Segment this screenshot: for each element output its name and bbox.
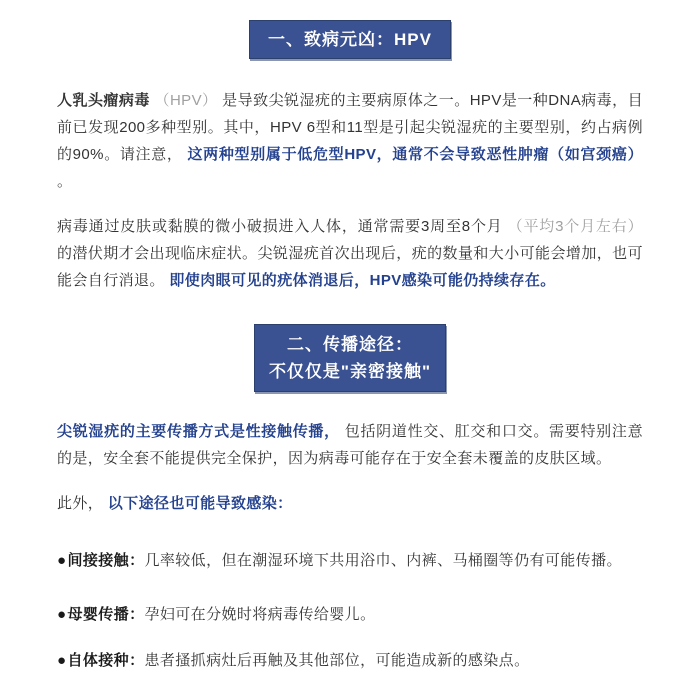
section1-heading-text: 一、致病元凶：HPV (268, 30, 432, 49)
bullet-2-label: 母婴传播： (67, 606, 145, 623)
section2-heading-line2: 不仅仅是"亲密接触" (268, 362, 432, 381)
incubation-note-muted: （平均3个月左右） (507, 218, 643, 235)
bullet-3-text: 患者搔抓病灶后再触及其他部位，可能造成新的感染点。 (144, 652, 530, 669)
bullet-dot-icon: ● (57, 552, 67, 569)
bullet-dot-icon: ● (57, 652, 67, 669)
bullet-2-text: 孕妇可在分娩时将病毒传给婴儿。 (144, 606, 376, 623)
section2-heading-line1: 二、传播途径： (287, 335, 413, 354)
persistence-emphasis: 即使肉眼可见的疣体消退后，HPV感染可能仍持续存在。 (169, 272, 556, 289)
bullet-mother-to-child (57, 601, 643, 628)
transmission-emphasis: 尖锐湿疣的主要传播方式是性接触传播， (57, 423, 340, 440)
section2-paragraph-2 (57, 490, 643, 517)
other-routes-emphasis: 以下途径也可能导致感染： (107, 495, 293, 512)
bullet-dot-icon: ● (57, 606, 67, 623)
besides-text: 此外， (57, 495, 104, 512)
section2-paragraph-1 (57, 418, 643, 472)
bullet-1-text: 几率较低，但在潮湿环境下共用浴巾、内裤、马桶圈等仍有可能传播。 (144, 552, 622, 569)
bullet-indirect-contact (57, 547, 643, 574)
para2-body-text-a: 病毒通过皮肤或黏膜的微小破损进入人体，通常需要3周至8个月 (57, 218, 503, 235)
bullet-1-label: 间接接触： (67, 552, 145, 569)
para1-body-text: 是导致尖锐湿疣的主要病原体之一。HPV是一种DNA病毒，目前已发现200多种型别。其中，HPV 6型和11型是引起尖锐湿疣的主要型别，约占病例的90%。请注意， (57, 92, 643, 163)
section1-paragraph-1 (57, 87, 643, 195)
section1-paragraph-2 (57, 213, 643, 294)
section2-heading-box (254, 324, 446, 392)
para2-body-text-b: 的潜伏期才会出现临床症状。尖锐湿疣首次出现后，疣的数量和大小可能会增加，也可能会自行消退。 (57, 245, 643, 289)
virus-name-bold: 人乳头瘤病毒 (57, 92, 150, 109)
para1-closing-period: 。 (57, 173, 73, 190)
section1-heading-box (249, 20, 451, 59)
transmission-body-text: 包括阴道性交、肛交和口交。需要特别注意的是，安全套不能提供完全保护，因为病毒可能存在于安全套未覆盖的皮肤区域。 (57, 423, 643, 467)
hpv-abbrev-muted: （HPV） (154, 92, 218, 109)
bullet-autoinoculation (57, 647, 643, 674)
low-risk-emphasis: 这两种型别属于低危型HPV，通常不会导致恶性肿瘤（如宫颈癌） (187, 146, 643, 163)
bullet-3-label: 自体接种： (67, 652, 145, 669)
